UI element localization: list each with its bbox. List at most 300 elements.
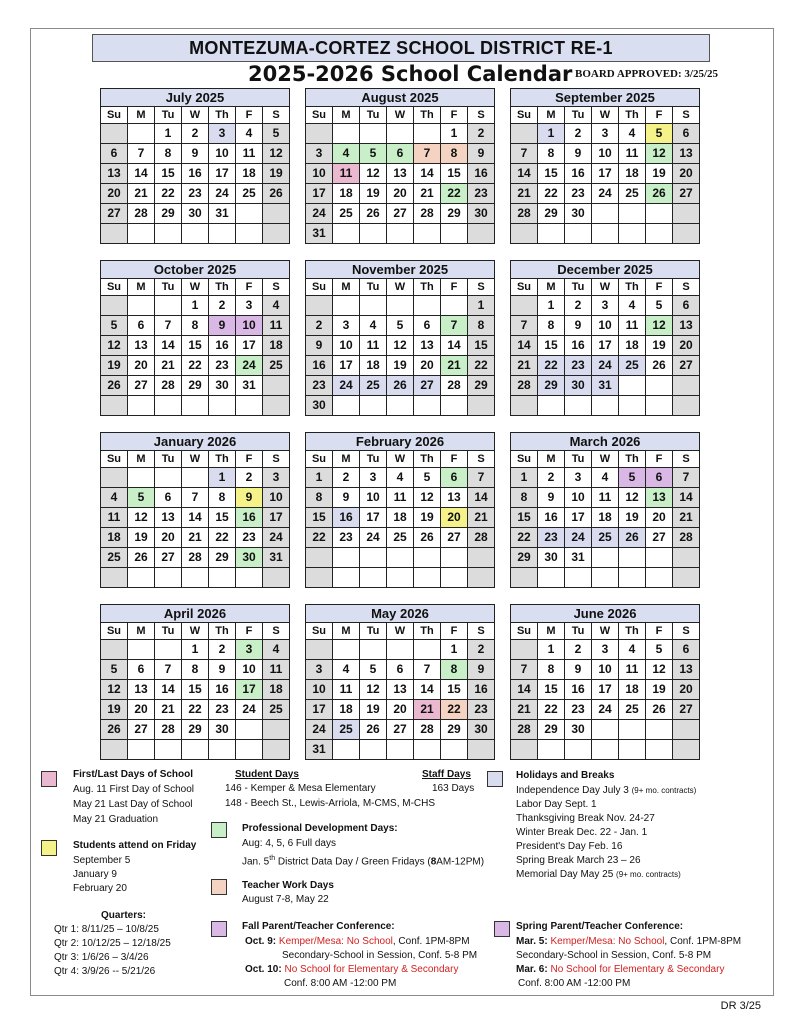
day-cell: 24 <box>592 184 619 204</box>
empty-cell <box>360 548 387 568</box>
day-cell: 29 <box>182 376 209 396</box>
day-cell: 16 <box>565 336 592 356</box>
day-header: Tu <box>360 623 387 640</box>
day-cell: 16 <box>468 164 495 184</box>
day-cell: 23 <box>565 184 592 204</box>
day-cell: 9 <box>468 144 495 164</box>
day-header: F <box>441 451 468 468</box>
empty-cell <box>414 640 441 660</box>
day-cell: 17 <box>263 508 290 528</box>
day-cell: 4 <box>333 144 360 164</box>
empty-cell <box>673 376 700 396</box>
day-header: M <box>538 623 565 640</box>
day-cell: 28 <box>441 376 468 396</box>
day-cell: 18 <box>360 356 387 376</box>
holiday-swatch <box>487 771 503 787</box>
empty-cell <box>306 548 333 568</box>
holiday-line: Thanksgiving Break Nov. 24-27 <box>516 813 655 824</box>
empty-cell <box>263 204 290 224</box>
student-days-line: 148 - Beech St., Lewis-Arriola, M-CMS, M-CHS <box>225 798 436 809</box>
day-cell: 20 <box>387 700 414 720</box>
day-cell: 12 <box>360 164 387 184</box>
empty-cell <box>619 720 646 740</box>
day-cell: 10 <box>592 660 619 680</box>
empty-cell <box>619 376 646 396</box>
day-cell: 6 <box>673 296 700 316</box>
empty-cell <box>101 740 128 760</box>
day-header: W <box>387 107 414 124</box>
empty-cell <box>182 740 209 760</box>
holiday-line: Spring Break March 23 – 26 <box>516 855 641 866</box>
month-title: November 2025 <box>306 261 495 279</box>
empty-cell <box>468 740 495 760</box>
empty-cell <box>538 568 565 588</box>
empty-cell <box>360 740 387 760</box>
spring-conf-line: Secondary-School in Session, Conf. 5-8 PM <box>516 950 712 961</box>
day-cell: 26 <box>646 184 673 204</box>
empty-cell <box>592 548 619 568</box>
day-header: F <box>441 623 468 640</box>
day-cell: 12 <box>101 680 128 700</box>
day-cell: 5 <box>128 488 155 508</box>
month-calendar <box>510 432 700 588</box>
day-header: Th <box>619 279 646 296</box>
day-cell: 1 <box>306 468 333 488</box>
empty-cell <box>101 224 128 244</box>
spring-conf-no-school: Kemper/Mesa: No School <box>550 936 665 947</box>
day-cell: 25 <box>592 528 619 548</box>
day-header: Th <box>414 451 441 468</box>
day-cell: 28 <box>511 720 538 740</box>
month-calendar <box>510 88 700 244</box>
empty-cell <box>128 124 155 144</box>
quarter-line: Qtr 1: 8/11/25 – 10/8/25 <box>54 924 159 935</box>
quarter-line: Qtr 4: 3/9/26 -- 5/21/26 <box>54 966 156 977</box>
day-header: Tu <box>155 107 182 124</box>
day-cell: 27 <box>387 720 414 740</box>
day-cell: 17 <box>333 356 360 376</box>
day-cell: 29 <box>538 720 565 740</box>
day-cell: 26 <box>646 700 673 720</box>
empty-cell <box>592 740 619 760</box>
empty-cell <box>155 296 182 316</box>
day-cell: 11 <box>333 680 360 700</box>
day-cell: 27 <box>673 184 700 204</box>
empty-cell <box>101 568 128 588</box>
day-cell: 7 <box>511 316 538 336</box>
day-cell: 18 <box>236 164 263 184</box>
empty-cell <box>306 124 333 144</box>
day-cell: 30 <box>236 548 263 568</box>
day-cell: 12 <box>128 508 155 528</box>
day-cell: 24 <box>236 356 263 376</box>
day-cell: 24 <box>306 720 333 740</box>
day-cell: 24 <box>263 528 290 548</box>
day-cell: 30 <box>468 720 495 740</box>
day-cell: 11 <box>263 660 290 680</box>
day-header: S <box>673 107 700 124</box>
fall-conf-date: Oct. 10: <box>245 964 282 975</box>
day-cell: 29 <box>209 548 236 568</box>
empty-cell <box>592 568 619 588</box>
day-cell: 17 <box>306 700 333 720</box>
day-cell: 27 <box>101 204 128 224</box>
empty-cell <box>646 720 673 740</box>
day-header: Tu <box>360 107 387 124</box>
empty-cell <box>128 740 155 760</box>
day-cell: 22 <box>441 184 468 204</box>
day-header: Su <box>306 107 333 124</box>
day-cell: 13 <box>128 680 155 700</box>
day-cell: 23 <box>209 700 236 720</box>
day-header: S <box>263 451 290 468</box>
day-cell: 17 <box>236 680 263 700</box>
day-cell: 24 <box>592 700 619 720</box>
day-cell: 29 <box>441 204 468 224</box>
day-cell: 21 <box>182 528 209 548</box>
day-cell: 21 <box>414 700 441 720</box>
day-header: Th <box>209 451 236 468</box>
day-cell: 13 <box>387 680 414 700</box>
empty-cell <box>182 468 209 488</box>
empty-cell <box>360 296 387 316</box>
day-cell: 20 <box>673 680 700 700</box>
day-cell: 14 <box>155 680 182 700</box>
day-cell: 28 <box>511 204 538 224</box>
day-cell: 26 <box>360 720 387 740</box>
day-cell: 14 <box>511 164 538 184</box>
month-title: May 2026 <box>306 605 495 623</box>
day-header: Su <box>101 451 128 468</box>
empty-cell <box>333 640 360 660</box>
day-cell: 5 <box>263 124 290 144</box>
day-cell: 18 <box>101 528 128 548</box>
day-cell: 22 <box>209 528 236 548</box>
day-cell: 2 <box>565 124 592 144</box>
day-cell: 29 <box>538 204 565 224</box>
day-cell: 14 <box>441 336 468 356</box>
day-cell: 28 <box>511 376 538 396</box>
day-cell: 13 <box>101 164 128 184</box>
empty-cell <box>592 224 619 244</box>
day-header: Tu <box>360 451 387 468</box>
month-title: April 2026 <box>101 605 290 623</box>
empty-cell <box>414 124 441 144</box>
empty-cell <box>646 204 673 224</box>
day-cell: 7 <box>511 144 538 164</box>
day-header: W <box>387 279 414 296</box>
day-cell: 31 <box>209 204 236 224</box>
empty-cell <box>263 568 290 588</box>
holiday-independence: Independence Day July 3 <box>516 785 629 796</box>
day-cell: 19 <box>414 508 441 528</box>
day-header: M <box>333 623 360 640</box>
day-cell: 12 <box>101 336 128 356</box>
day-cell: 11 <box>360 336 387 356</box>
day-cell: 10 <box>333 336 360 356</box>
day-header: Th <box>209 107 236 124</box>
prof-dev-bold: 8 <box>430 856 437 868</box>
empty-cell <box>646 548 673 568</box>
day-header: Su <box>101 107 128 124</box>
day-header: M <box>333 451 360 468</box>
day-cell: 27 <box>673 356 700 376</box>
day-cell: 22 <box>468 356 495 376</box>
day-cell: 29 <box>538 376 565 396</box>
day-cell: 23 <box>565 700 592 720</box>
fall-conf-date: Oct. 9: <box>245 936 277 947</box>
day-cell: 1 <box>538 640 565 660</box>
student-days-title: Student Days <box>235 769 299 780</box>
empty-cell <box>538 224 565 244</box>
day-cell: 4 <box>619 124 646 144</box>
fall-conf-no-school: No School for Elementary & Secondary <box>284 964 459 975</box>
day-header: Th <box>414 623 441 640</box>
day-cell: 9 <box>565 660 592 680</box>
day-cell: 15 <box>538 336 565 356</box>
day-cell: 28 <box>414 720 441 740</box>
day-cell: 19 <box>619 508 646 528</box>
day-cell: 25 <box>101 548 128 568</box>
day-cell: 29 <box>468 376 495 396</box>
day-cell: 16 <box>182 164 209 184</box>
day-cell: 6 <box>128 660 155 680</box>
empty-cell <box>592 396 619 416</box>
day-cell: 5 <box>414 468 441 488</box>
empty-cell <box>538 396 565 416</box>
empty-cell <box>538 740 565 760</box>
day-cell: 22 <box>511 528 538 548</box>
day-cell: 4 <box>360 316 387 336</box>
day-cell: 26 <box>263 184 290 204</box>
day-cell: 8 <box>306 488 333 508</box>
day-header: W <box>387 451 414 468</box>
day-cell: 28 <box>182 548 209 568</box>
day-cell: 15 <box>209 508 236 528</box>
day-cell: 6 <box>155 488 182 508</box>
empty-cell <box>263 224 290 244</box>
day-header: Th <box>619 623 646 640</box>
day-header: W <box>182 107 209 124</box>
board-approved: BOARD APPROVED: 3/25/25 <box>575 68 718 80</box>
day-header: F <box>646 451 673 468</box>
empty-cell <box>306 568 333 588</box>
day-cell: 14 <box>414 680 441 700</box>
day-cell: 3 <box>592 124 619 144</box>
empty-cell <box>128 468 155 488</box>
day-cell: 2 <box>209 296 236 316</box>
empty-cell <box>468 548 495 568</box>
empty-cell <box>441 548 468 568</box>
day-cell: 9 <box>565 316 592 336</box>
day-cell: 23 <box>565 356 592 376</box>
day-cell: 9 <box>236 488 263 508</box>
day-cell: 31 <box>306 224 333 244</box>
empty-cell <box>306 640 333 660</box>
month-calendar <box>100 260 290 416</box>
day-cell: 26 <box>128 548 155 568</box>
day-cell: 14 <box>511 680 538 700</box>
spring-conf-line <box>516 962 724 977</box>
empty-cell <box>333 548 360 568</box>
empty-cell <box>414 548 441 568</box>
day-cell: 13 <box>646 488 673 508</box>
month-calendar <box>100 604 290 760</box>
day-header: Su <box>511 279 538 296</box>
day-cell: 31 <box>592 376 619 396</box>
day-header: S <box>263 279 290 296</box>
day-header: Su <box>306 279 333 296</box>
day-cell: 2 <box>468 640 495 660</box>
day-cell: 3 <box>592 296 619 316</box>
friday-swatch <box>41 840 57 856</box>
empty-cell <box>387 548 414 568</box>
fall-conf-line: Conf. 8:00 AM -12:00 PM <box>284 978 397 989</box>
empty-cell <box>673 548 700 568</box>
empty-cell <box>619 548 646 568</box>
empty-cell <box>236 740 263 760</box>
empty-cell <box>387 296 414 316</box>
day-header: W <box>182 451 209 468</box>
fall-conf-line <box>245 934 470 949</box>
fall-conf-swatch <box>211 921 227 937</box>
day-cell: 19 <box>101 700 128 720</box>
day-cell: 16 <box>333 508 360 528</box>
day-cell: 7 <box>414 660 441 680</box>
day-cell: 14 <box>414 164 441 184</box>
day-cell: 3 <box>592 640 619 660</box>
empty-cell <box>333 296 360 316</box>
day-header: S <box>468 451 495 468</box>
day-cell: 28 <box>128 204 155 224</box>
day-cell: 6 <box>414 316 441 336</box>
empty-cell <box>441 568 468 588</box>
month-title: December 2025 <box>511 261 700 279</box>
month-calendar <box>510 260 700 416</box>
day-cell: 2 <box>565 640 592 660</box>
empty-cell <box>511 124 538 144</box>
day-cell: 11 <box>387 488 414 508</box>
day-cell: 16 <box>306 356 333 376</box>
day-cell: 10 <box>360 488 387 508</box>
empty-cell <box>414 224 441 244</box>
day-header: Su <box>101 279 128 296</box>
day-header: W <box>182 623 209 640</box>
empty-cell <box>673 224 700 244</box>
day-cell: 6 <box>101 144 128 164</box>
day-cell: 31 <box>565 548 592 568</box>
day-header: M <box>333 279 360 296</box>
day-cell: 12 <box>387 336 414 356</box>
empty-cell <box>646 740 673 760</box>
day-cell: 22 <box>306 528 333 548</box>
day-cell: 27 <box>646 528 673 548</box>
day-header: M <box>333 107 360 124</box>
empty-cell <box>592 204 619 224</box>
day-header: Tu <box>565 451 592 468</box>
day-cell: 12 <box>263 144 290 164</box>
quarter-line: Qtr 3: 1/6/26 – 3/4/26 <box>54 952 149 963</box>
day-cell: 6 <box>646 468 673 488</box>
day-cell: 8 <box>155 144 182 164</box>
day-cell: 23 <box>468 184 495 204</box>
day-cell: 8 <box>441 144 468 164</box>
day-cell: 2 <box>538 468 565 488</box>
day-cell: 20 <box>387 184 414 204</box>
day-header: F <box>236 451 263 468</box>
day-cell: 18 <box>619 680 646 700</box>
day-cell: 8 <box>468 316 495 336</box>
day-cell: 22 <box>182 700 209 720</box>
day-header: Tu <box>565 107 592 124</box>
day-header: Tu <box>155 451 182 468</box>
day-cell: 5 <box>101 660 128 680</box>
empty-cell <box>414 296 441 316</box>
empty-cell <box>619 204 646 224</box>
empty-cell <box>128 224 155 244</box>
empty-cell <box>468 224 495 244</box>
spring-conf-times: , Conf. 1PM-8PM <box>664 936 742 947</box>
day-cell: 7 <box>128 144 155 164</box>
first-last-swatch <box>41 771 57 787</box>
day-cell: 10 <box>236 660 263 680</box>
day-cell: 18 <box>263 680 290 700</box>
month-title: July 2025 <box>101 89 290 107</box>
spring-conf-date: Mar. 6: <box>516 964 548 975</box>
day-cell: 15 <box>538 164 565 184</box>
empty-cell <box>387 640 414 660</box>
day-cell: 7 <box>468 468 495 488</box>
empty-cell <box>646 568 673 588</box>
empty-cell <box>592 720 619 740</box>
day-cell: 13 <box>128 336 155 356</box>
prof-dev-title: Professional Development Days: <box>242 823 398 834</box>
day-header: S <box>673 623 700 640</box>
empty-cell <box>101 640 128 660</box>
empty-cell <box>209 568 236 588</box>
day-header: M <box>538 451 565 468</box>
day-cell: 21 <box>673 508 700 528</box>
day-cell: 12 <box>360 680 387 700</box>
month-title: March 2026 <box>511 433 700 451</box>
day-cell: 23 <box>468 700 495 720</box>
day-cell: 19 <box>360 700 387 720</box>
day-cell: 6 <box>387 144 414 164</box>
day-header: F <box>646 107 673 124</box>
day-cell: 31 <box>263 548 290 568</box>
day-cell: 16 <box>565 164 592 184</box>
day-cell: 16 <box>468 680 495 700</box>
empty-cell <box>236 396 263 416</box>
day-cell: 22 <box>538 184 565 204</box>
day-cell: 7 <box>182 488 209 508</box>
empty-cell <box>441 224 468 244</box>
empty-cell <box>155 568 182 588</box>
day-cell: 24 <box>565 528 592 548</box>
empty-cell <box>360 224 387 244</box>
month-calendar <box>305 260 495 416</box>
day-cell: 21 <box>414 184 441 204</box>
day-cell: 10 <box>565 488 592 508</box>
quarters-title: Quarters: <box>101 910 147 921</box>
day-header: Th <box>414 279 441 296</box>
day-cell: 12 <box>646 144 673 164</box>
day-cell: 22 <box>441 700 468 720</box>
day-cell: 13 <box>673 144 700 164</box>
first-last-line: May 21 Graduation <box>73 814 159 825</box>
empty-cell <box>360 568 387 588</box>
empty-cell <box>673 720 700 740</box>
